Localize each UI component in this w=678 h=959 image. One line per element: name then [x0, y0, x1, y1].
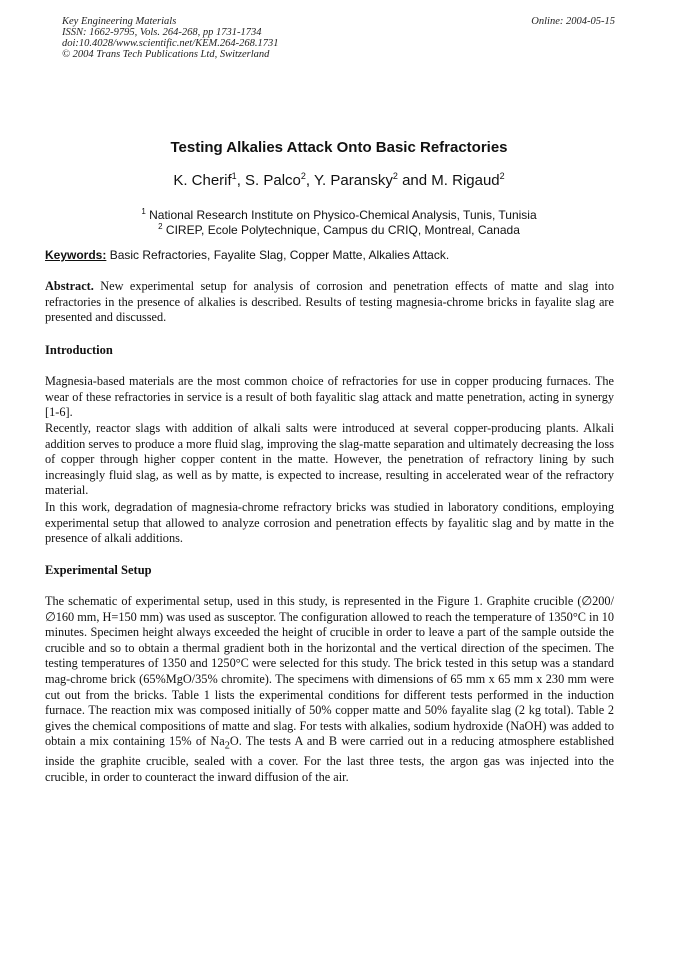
affiliation-text: CIREP, Ecole Polytechnique, Campus du CRIQ, Montreal, Canada: [162, 223, 520, 237]
author-name: , Y. Paransky: [305, 172, 393, 189]
intro-paragraph-3: In this work, degradation of magnesia-chrome refractory bricks was studied in laboratory conditions, employing experimental setup that allowed to analyze corrosion and penetration effects by fayalitic slag and by matte in the presence of alkali additions.: [45, 500, 614, 546]
experimental-text-cont: O. The tests A and B were carried out in a reducing atmosphere established inside the graphite crucible, sealed with a cover. For the last three tests, the argon gas was injected into the crucible, in order to counteract the inward diffusion of the air.: [45, 734, 614, 784]
doi-line: doi:10.4028/www.scientific.net/KEM.264-268.1731: [62, 38, 279, 49]
keywords-label: Keywords:: [45, 248, 107, 262]
keywords-text: Basic Refractories, Fayalite Slag, Copper Matte, Alkalies Attack.: [106, 248, 450, 262]
author-affil-mark: 2: [499, 171, 505, 181]
abstract: [45, 279, 614, 326]
author-affil-mark: 2: [392, 171, 398, 181]
affiliation-mark: 1: [141, 207, 146, 216]
experimental-text: The schematic of experimental setup, used in this study, is represented in the Figure 1. Graphite crucible (∅200/∅160 mm, H=150 mm) was used as susceptor. The configuration allowed to reach the temperature of 1350°C in 10 minutes. Specimen height always exceeded the height of crucible in order to leave a part of the sample outside the crucible and so to obtain a thermal gradient both in the horizontal and the vertical direction of the specimen. The testing temperatures of 1350 and 1250°C were selected for this study. The brick tested in this setup was a standard mag-chrome brick (65%MgO/35% chromite). The specimens with dimensions of 65 mm x 65 mm x 230 mm were cut out from the bricks. Table 1 lists the experimental conditions for different tests performed in the induction furnace. The reaction mix was composed initially of 50% copper matte and 50% fayalite slag (2 kg total). Table 2 gives the chemical compositions of matte and slag. For tests with alkalies, sodium hydroxide (NaOH) was added to obtain a mix containing 15% of Na: [45, 594, 614, 749]
author-name: and M. Rigaud: [397, 172, 500, 189]
author-list: [0, 171, 678, 189]
affiliation-mark: 2: [158, 222, 163, 231]
intro-paragraph-2: Recently, reactor slags with addition of alkali salts were introduced at several copper-producing plants. Alkali addition serves to produce a more fluid slag, improving the slag-matte separation and ultimately decreasing the loss of copper through higher copper content in the matte. However, the penetration of refractory lining by such increasingly fluid slag, as well as by matte, is expected to increase, resulting in accelerated wear of the refractory material.: [45, 421, 614, 498]
author-name: , S. Palco: [236, 172, 301, 189]
intro-paragraph-1: Magnesia-based materials are the most common choice of refractories for use in copper producing furnaces. The wear of these refractories in service is a result of both fayalitic slag attack and matte penetration, acting in synergy [1-6].: [45, 374, 614, 420]
keywords: [45, 248, 615, 262]
paper-title: Testing Alkalies Attack Onto Basic Refractories: [170, 139, 508, 156]
subscript-2: 2: [224, 740, 230, 752]
abstract-text: New experimental setup for analysis of corrosion and penetration effects of matte and slag into refractories in the presence of alkalies is described. Results of testing magnesia-chrome bricks in fayalite slag are presented and discussed.: [45, 279, 614, 325]
section-heading-experimental: Experimental Setup: [45, 563, 152, 577]
affiliation-text: National Research Institute on Physico-Chemical Analysis, Tunis, Tunisia: [145, 208, 537, 222]
abstract-label: Abstract.: [45, 279, 94, 293]
journal-header: [62, 16, 615, 60]
journal-name: Key Engineering Materials: [62, 16, 177, 27]
affiliation-2: [0, 219, 678, 238]
copyright-line: © 2004 Trans Tech Publications Ltd, Switzerland: [62, 49, 270, 60]
experimental-paragraph: [45, 594, 614, 786]
issn-line: ISSN: 1662-9795, Vols. 264-268, pp 1731-1734: [62, 27, 262, 38]
online-date: Online: 2004-05-15: [531, 16, 615, 27]
author-affil-mark: 2: [300, 171, 306, 181]
section-heading-introduction: Introduction: [45, 343, 113, 357]
author-affil-mark: 1: [231, 171, 237, 181]
author-name: K. Cherif: [173, 172, 232, 189]
